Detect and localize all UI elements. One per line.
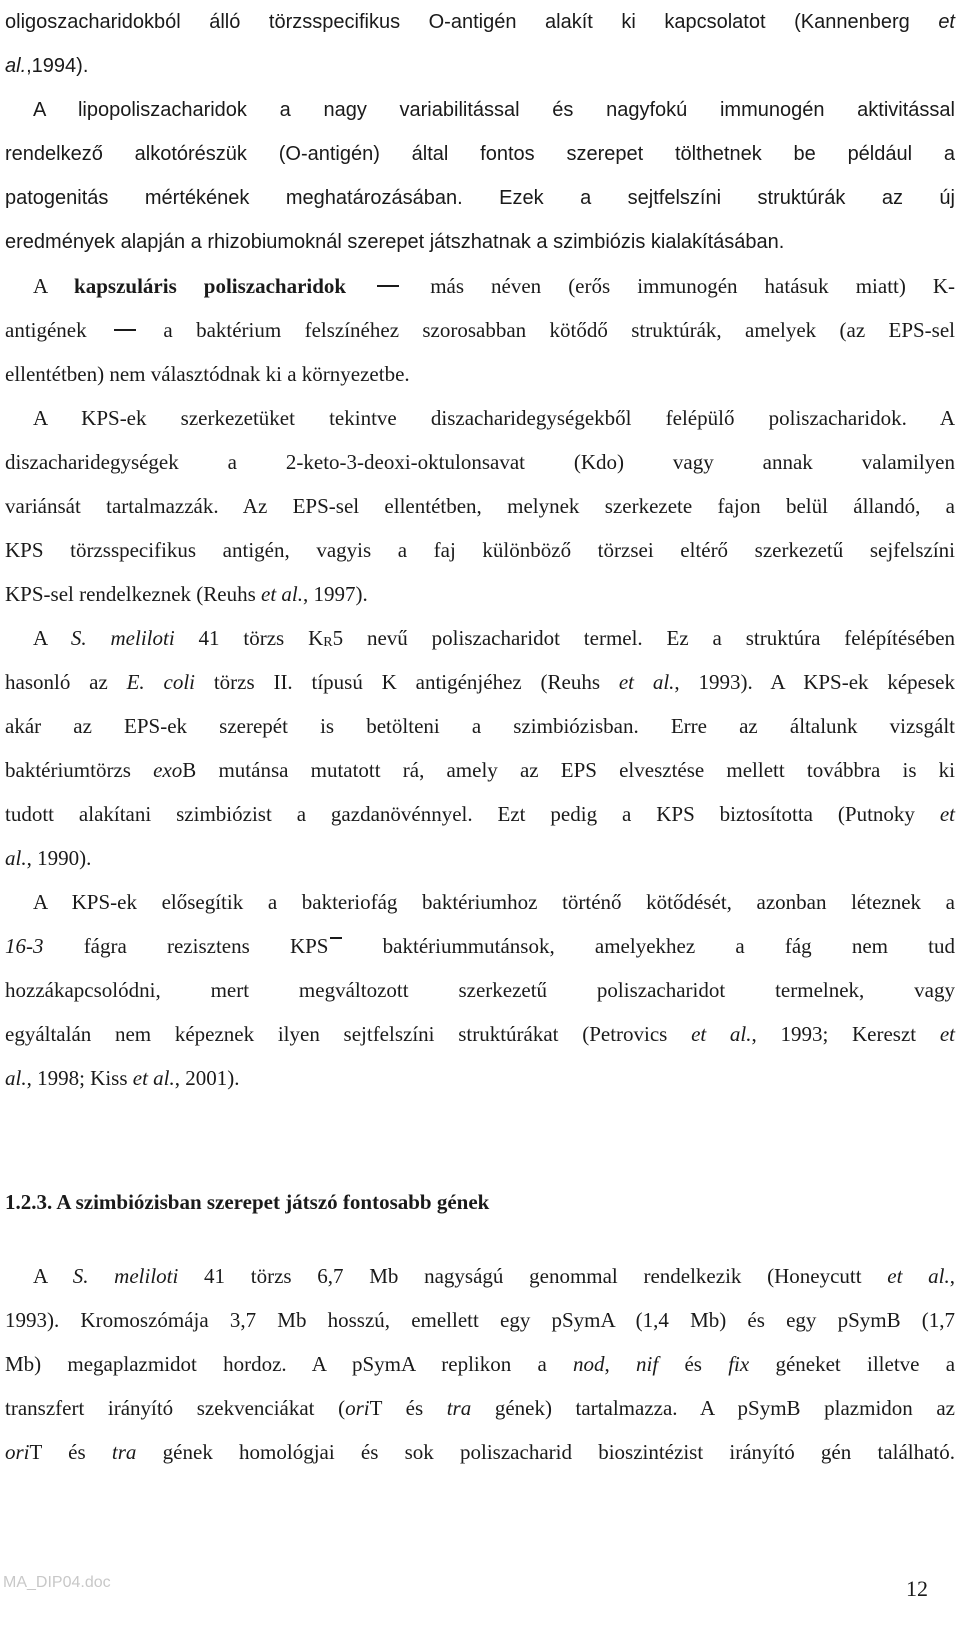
text-run: A KPS-ek elősegítik a bakteriofág baktériumhoz történő kötődését, azonban léteznek a <box>33 890 955 914</box>
text-run: 41 törzs 6,7 Mb nagyságú genommal rendelkezik (Honeycutt <box>204 1264 862 1288</box>
text-run: ellentétben) nem választódnak ki a környezetbe. <box>5 362 410 386</box>
text-run-italic: S. meliloti <box>72 1264 179 1288</box>
text-run: A lipopoliszacharidok a nagy variabilitással és nagyfokú immunogén aktivitással <box>33 99 955 121</box>
text-run: , <box>604 1352 610 1376</box>
text-line <box>5 536 955 564</box>
text-line <box>5 448 955 476</box>
text-run: , <box>949 1264 955 1288</box>
text-run-italic: et al. <box>132 1066 175 1090</box>
text-line <box>33 888 955 916</box>
text-line <box>5 668 955 696</box>
text-run: és <box>684 1352 702 1376</box>
text-run: oligoszacharidokból álló törzsspecifikus O-antigén alakít ki kapcsolatot (Kannenberg <box>5 11 910 33</box>
text-run: , 1993). A KPS-ek képesek <box>674 670 955 694</box>
text-run: géneket illetve a <box>775 1352 956 1376</box>
text-run: hasonló az <box>5 670 108 694</box>
text-run: akár az EPS-ek szerepét is betölteni a szimbiózisban. Erre az általunk vizsgált <box>5 714 955 738</box>
text-run: , 1997). <box>303 582 368 606</box>
text-run-italic: ori <box>5 1440 30 1464</box>
text-run: a baktérium felszínéhez szorosabban kötődő struktúrák, amelyek (az EPS-sel <box>163 318 956 342</box>
text-run-italic: et al. <box>887 1264 950 1288</box>
text-run: , 2001). <box>174 1066 240 1090</box>
page-number: 12 <box>906 1576 928 1601</box>
text-run: eredmények alapján a rhizobiumoknál szerepet játszhatnak a szimbiózis kialakításában. <box>5 231 785 253</box>
text-line <box>5 1306 955 1334</box>
text-line <box>5 800 955 828</box>
text-run-italic: E. coli <box>126 670 195 694</box>
text-line <box>5 844 955 872</box>
text-run: gének) tartalmazza. A pSymB plazmidon az <box>494 1396 955 1420</box>
text-run-italic: S. meliloti <box>70 626 175 650</box>
text-line <box>33 1262 955 1290</box>
text-run: B mutánsa mutatott rá, amely az EPS elvesztése mellett továbbra is ki <box>182 758 956 782</box>
text-run: KPS törzsspecifikus antigén, vagyis a faj különböző törzsei eltérő szerkezetű sejfelszíni <box>5 538 955 562</box>
text-run: 1993). Kromoszómája 3,7 Mb hosszú, emellett egy pSymA (1,4 Mb) és egy pSymB (1,7 <box>5 1308 955 1332</box>
text-run: baktériummutánsok, amelyekhez a fág nem tud <box>382 934 956 958</box>
text-line <box>5 1064 955 1092</box>
text-run-italic: et al. <box>691 1022 752 1046</box>
text-run-italic: al. <box>5 1066 27 1090</box>
text-line <box>33 624 955 657</box>
text-line <box>5 8 955 36</box>
text-line <box>5 492 955 520</box>
text-run-italic: tra <box>111 1440 137 1464</box>
text-run: törzs II. típusú K antigénjéhez (Reuhs <box>213 670 601 694</box>
text-run: diszacharidegységek a 2-keto-3-deoxi-oktulonsavat (Kdo) vagy annak valamilyen <box>5 450 955 474</box>
subscript: R <box>323 635 333 650</box>
text-run: baktériumtörzs <box>5 758 131 782</box>
text-run-italic: exo <box>153 758 183 782</box>
text-run-italic: nif <box>636 1352 659 1376</box>
text-run: A <box>33 1264 48 1288</box>
text-run: 41 törzs K <box>198 626 324 650</box>
text-run-italic: al. <box>5 846 27 870</box>
text-run: egyáltalán nem képeznek ilyen sejtfelszíni struktúrákat (Petrovics <box>5 1022 668 1046</box>
section-heading: 1.2.3. A szimbiózisban szerepet játszó fontosabb gének <box>5 1190 490 1214</box>
text-run: hozzákapcsolódni, mert megváltozott szerkezetű poliszacharidot termelnek, vagy <box>5 978 955 1002</box>
text-run: Mb) megaplazmidot hordoz. A pSymA replikon a <box>5 1352 547 1376</box>
text-line <box>5 1438 955 1466</box>
text-line <box>5 580 955 608</box>
text-run: T és <box>29 1440 86 1464</box>
text-line <box>5 976 955 1004</box>
text-run: gének homológjai és sok poliszacharid bioszintézist irányító gén található. <box>162 1440 956 1464</box>
text-run-italic: fix <box>728 1352 750 1376</box>
text-line <box>5 316 955 344</box>
text-run: 5 nevű poliszacharidot termel. Ez a struktúra felépítésében <box>332 626 956 650</box>
text-run: A <box>33 626 48 650</box>
text-run-italic: nod <box>573 1352 605 1376</box>
text-run: transzfert irányító szekvenciákat ( <box>5 1396 346 1420</box>
text-run: patogenitás mértékének meghatározásában. Ezek a sejtfelszíni struktúrák az új <box>5 187 955 209</box>
text-run: rendelkező alkotórészük (O-antigén) által fontos szerepet tölthetnek be például a <box>5 143 955 165</box>
text-line <box>5 184 955 212</box>
text-line <box>33 272 955 300</box>
text-run-italic: ori <box>345 1396 370 1420</box>
text-line <box>33 96 955 124</box>
text-line <box>5 1350 955 1378</box>
text-run-italic: al. <box>5 55 27 77</box>
text-run: T és <box>369 1396 424 1420</box>
text-run: variánsát tartalmazzák. Az EPS-sel ellentétben, melynek szerkezete fajon belül állandó, a <box>5 494 955 518</box>
footer-filename: MA_DIP04.doc <box>3 1574 111 1591</box>
text-line <box>5 932 955 960</box>
text-run-italic: et <box>939 802 955 826</box>
superscript-minus <box>330 937 342 939</box>
text-run-italic: et al. <box>261 582 304 606</box>
text-run-italic: et <box>939 1022 955 1046</box>
text-line <box>5 712 955 740</box>
text-run-italic: et <box>938 11 955 33</box>
text-run: A KPS-ek szerkezetüket tekintve diszacharidegységekből felépülő poliszacharidok. A <box>33 406 955 430</box>
text-line <box>5 756 955 784</box>
text-run-italic: tra <box>446 1396 472 1420</box>
dash-glyph <box>377 285 399 287</box>
text-run: antigének <box>5 318 87 342</box>
text-run-italic: et al. <box>618 670 675 694</box>
text-line <box>5 360 955 388</box>
text-line <box>5 1020 955 1048</box>
text-line <box>5 52 955 80</box>
text-line <box>5 228 955 256</box>
text-run: A <box>33 274 48 298</box>
text-run: más néven (erős immunogén hatásuk miatt) K- <box>430 274 956 298</box>
text-line <box>5 140 955 168</box>
text-run: fágra rezisztens KPS <box>83 934 329 958</box>
text-run: ,1994). <box>26 55 89 77</box>
text-run: , 1990). <box>26 846 92 870</box>
text-line <box>5 1394 955 1422</box>
bold-term: kapszuláris poliszacharidok <box>74 274 347 298</box>
text-run: tudott alakítani szimbiózist a gazdanövénnyel. Ezt pedig a KPS biztosította (Putnoky <box>5 802 915 826</box>
text-run: , 1998; Kiss <box>26 1066 128 1090</box>
text-run: KPS-sel rendelkeznek (Reuhs <box>5 582 256 606</box>
text-run-italic: 16-3 <box>5 934 44 958</box>
text-line <box>33 404 955 432</box>
text-run: , 1993; Kereszt <box>751 1022 917 1046</box>
dash-glyph <box>114 329 136 331</box>
